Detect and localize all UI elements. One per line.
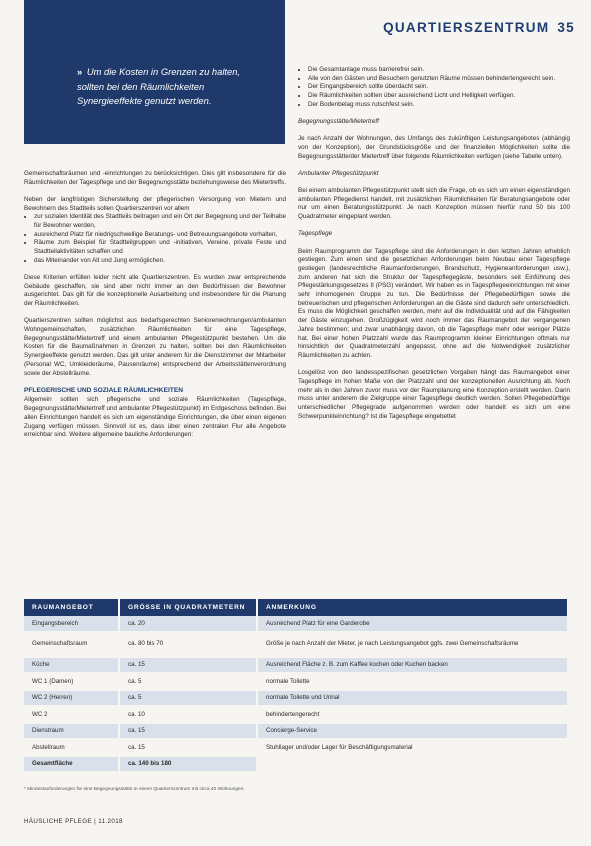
table-cell: Ausreichend Platz für eine Garderobe <box>257 616 568 632</box>
table-row <box>24 616 568 632</box>
list-item: • Die Gesamtanlage muss barrierefrei sein. <box>308 66 570 75</box>
room-table <box>24 599 569 773</box>
table-cell: ca. 20 <box>119 616 257 632</box>
page-footer: HÄUSLICHE PFLEGE | 11.2018 <box>24 818 123 825</box>
subheading: Begegnungsstätte/Mietertreff <box>298 118 379 126</box>
table-cell: Gemeinschaftsraum <box>24 632 119 657</box>
table-cell: normale Toilette und Urinal <box>257 690 568 707</box>
table-cell: behindertengerecht <box>257 706 568 723</box>
table-row <box>24 657 568 674</box>
table-cell: Concierge-Service <box>257 723 568 740</box>
table-cell: ca. 15 <box>119 739 257 756</box>
table-row <box>24 723 568 740</box>
table-cell: ca. 140 bis 180 <box>119 756 257 773</box>
requirements-list <box>298 66 570 110</box>
table-row <box>24 632 568 657</box>
table-cell: normale Toilette <box>257 673 568 690</box>
table-header-row <box>24 599 568 616</box>
table-cell: WC 1 (Damen) <box>24 673 119 690</box>
table-row <box>24 690 568 707</box>
table-cell: Eingangsbereich <box>24 616 119 632</box>
page-header <box>383 20 575 35</box>
list-item: • Der Eingangsbereich sollte überdacht sein. <box>308 83 570 92</box>
table-cell: ca. 10 <box>119 706 257 723</box>
subheading: Ambulanter Pflegestützpunkt <box>298 169 379 177</box>
table-cell: Abstellraum <box>24 739 119 756</box>
table-row <box>24 706 568 723</box>
paragraph: Neben der langfristigen Sicherstellung der pflegerischen Versorgung von Mietern und Bewohnern des Stadtteils sollen Quartierszentren vor allem <box>24 195 286 212</box>
table-cell: WC 2 <box>24 706 119 723</box>
table-cell: Stuhllager und/oder Lager für Beschäftigungsmaterial <box>257 739 568 756</box>
list-item: • Alle von den Gästen und Besuchern genutzten Räume müssen behindertengerecht sein. <box>308 75 570 84</box>
table-row <box>24 673 568 690</box>
table-cell: ca. 15 <box>119 657 257 674</box>
page-number: 35 <box>557 20 575 35</box>
table-cell: ca. 80 bis 70 <box>119 632 257 657</box>
list-item: • Räume zum Beispiel für Stadtteilgruppen und -initiativen, Vereine, private Feste und Stadtteilaktivitäten schaffen und <box>34 239 286 256</box>
table-cell: Küche <box>24 657 119 674</box>
table-cell: WC 2 (Herren) <box>24 690 119 707</box>
column-header: RAUMANGEBOT <box>24 599 119 616</box>
table-footnote: * Mindestanforderungen für eine Begegnungsstätte in einem Quartierszentrum mit circa 40 Wohnungen. <box>24 787 245 792</box>
table-cell: Gesamtfläche <box>24 756 119 773</box>
paragraph: Allgemein sollten sich pflegerische und soziale Räumlichkeiten (Tagespflege, Begegnungsstätte/Mietertreff und ambulanter Pflegestützpunkt) im Erdgeschoss befinden. Bei allen Einrichtungen handelt es sich um eigenständige Einrichtungen, die über einen eigenen Zugang verfügen müssen. Sinnvoll ist es, dass über einen zentralen Flur alle Angebote erreichbar sind. Weitere allgemeine bauliche Anforderungen: <box>24 396 286 439</box>
pull-quote-text: Um die Kosten in Grenzen zu halten, sollten bei den Räumlichkeiten Synergieeffekte genutzt werden. <box>77 66 241 106</box>
table-cell: ca. 15 <box>119 723 257 740</box>
paragraph: Gemeinschaftsräumen und -einrichtungen zu berücksichtigen. Dies gilt insbesondere für die Räumlichkeiten der Tagespflege und der Begegnungsstätte beziehungsweise des Mietertreffs. <box>24 170 286 186</box>
paragraph: Quartierszentren sollten möglichst aus bedarfsgerechten Seniorenwohnungen/ambulanten Wohngemeinschaften, zusätzlichen Räumlichkeiten für eine Tagespflege, Begegnungsstätte/Mietertreff und einem ambulanten Pflegestützpunkt bestehen. Um die Kosten für die Baumaßnahmen in Grenzen zu halten, sollten bei den Räumlichkeiten Synergieeffekte genutzt werden. Das gilt unter anderem für die Dienstzimmer der Mitarbeiter (Personal WC, Umkleideräume, Pausenräume) entsprechend der Arbeitsstättenverordnung sowie der Abstellräume. <box>24 317 286 377</box>
table-total-row <box>24 756 568 773</box>
table-cell: ca. 5 <box>119 690 257 707</box>
table-cell: Dienstraum <box>24 723 119 740</box>
table-cell: Ausreichend Fläche z. B. zum Kaffee kochen oder Kuchen backen <box>257 657 568 674</box>
table-cell: ca. 5 <box>119 673 257 690</box>
table-cell <box>257 756 568 773</box>
list-item: • das Miteinander von Alt und Jung ermöglichen. <box>34 257 286 266</box>
paragraph: Diese Kriterien erfüllen leider nicht alle Quartierszentren. Es wurden zwar entsprechende Gebäude geschaffen, sie sind aber nicht immer an den Bedürfnissen der Bewohner ausgerichtet. Das gilt für die konzeptionelle Ausarbeitung und insbesondere für die Planung der Räumlichkeiten. <box>24 274 286 308</box>
subheading: Tagespflege <box>298 230 333 238</box>
right-column <box>298 66 570 430</box>
left-column <box>24 170 286 448</box>
paragraph: Losgelöst von den landesspezifischen gesetzlichen Vorgaben hängt das Raumangebot einer Tagespflege im hohen Maße von der Platzzahl und der konzeptionellen Ausrichtung ab. Noch mehr als in den Jahren zuvor muss vor der Raumplanung eine Konzeption erstellt werden. Darin muss unter anderem die Zielgruppe einer Tagespflege deutlich werden. Sollen Pflegebedürftige unterschiedlicher Pflegegrade aufgenommen werden oder handelt es sich um eine Schwerpunkteinrichtung? Ist die Tagespflege eingebettet <box>298 369 570 420</box>
column-header: ANMERKUNG <box>257 599 568 616</box>
list-item: • Die Räumlichkeiten sollten über ausreichend Licht und Helligkeit verfügen. <box>308 92 570 101</box>
column-header: GRÖSSE IN QUADRATMETERN <box>119 599 257 616</box>
pull-quote <box>77 65 247 109</box>
paragraph: Beim Raumprogramm der Tagespflege sind die Anforderungen in den letzten Jahren erheblich gestiegen. Zum einen sind die gesetzlichen Anforderungen beim Neubau einer Tagespflege gestiegen (landesrechtliche Raumanforderungen, Brandschutz, Hygieneanforderungen usw.), zum anderen hat sich die Struktur der Tagespflegegäste, besonders seit Einführung des Pflegestärkungsgesetzes II (PSG) verändert. Wir haben es in Tagespflegeeinrichtungen mit einer sehr inhomogenen Gruppe zu tun. Die Bedürfnisse der Pflegebedürftigen sowie die betreuerischen und pflegerischen Anforderungen an die Gäste sind dadurch sehr unterschiedlich. Es muss die Möglichkeit geschaffen werden, mehr auf die Individualität und auf die Fähigkeiten der Gäste einzugehen. Großzügigkeit wird noch immer das Raumangebot der vergangenen Jahre bestimmen; und zwar unabhängig davon, ob die Tagespflege mehr oder weniger Plätze hat. Bei einer hohen Platzzahl wurde das Raumprogramm kleiner Einrichtungen oftmals nur hinsichtlich der Quadratmeterzahl angepasst, ohne auf die Notwendigkeit zusätzlicher Räumlichkeiten zu achten. <box>298 247 570 359</box>
page-title: QUARTIERSZENTRUM <box>383 20 550 35</box>
list-item: • ausreichend Platz für niedrigschwellige Beratungs- und Betreuungsangebote vorhalten, <box>34 231 286 240</box>
criteria-list <box>24 213 286 265</box>
list-item: • Der Bodenbelag muss rutschfest sein. <box>308 101 570 110</box>
table-row <box>24 739 568 756</box>
paragraph: Je nach Anzahl der Wohnungen, des Umfangs des zukünftigen Leistungsangebotes (abhängig von der Konzeption), der Grundstücksgröße und der finanziellen Möglichkeiten sollte die Begegnungsstätte/der Mietertreff über folgende Räumlichkeiten verfügen (siehe Tabelle unten). <box>298 135 570 160</box>
table-cell: Größe je nach Anzahl der Mieter, je nach Leistungsangebot ggfs. zwei Gemeinschaftsräume <box>257 632 568 657</box>
quote-mark-icon: » <box>77 66 83 77</box>
list-item: • zur sozialen Identität des Stadtteils beitragen und ein Ort der Begegnung und der Teilhabe für Bewohner werden, <box>34 213 286 230</box>
paragraph: Bei einem ambulanten Pflegestützpunkt stellt sich die Frage, ob es sich um einen eigenständigen ambulanten Pflegedienst handelt, mit zusätzlichen Räumlichkeiten für Beratungsangebote oder nur um einen Beratungsstützpunkt. Je nach Konzeption müssen hierfür rund 50 bis 100 Quadratmeter eingeplant werden. <box>298 187 570 221</box>
section-heading: PFLEGERISCHE UND SOZIALE RÄUMLICHKEITEN <box>24 386 183 394</box>
